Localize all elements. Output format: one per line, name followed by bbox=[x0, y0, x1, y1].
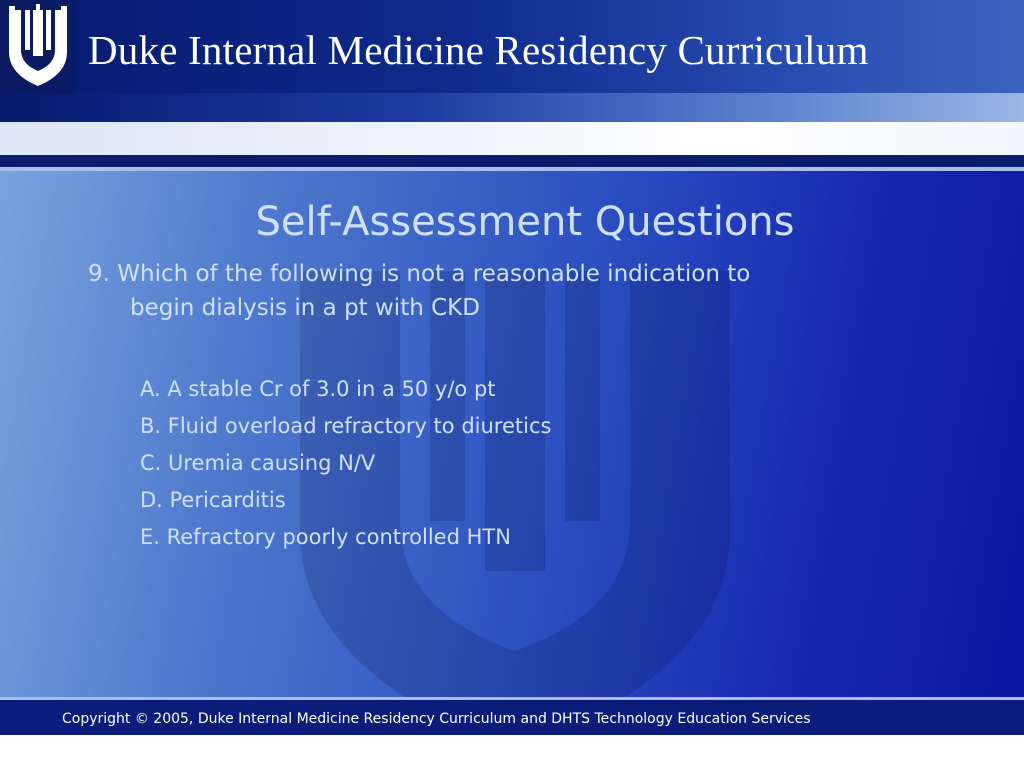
header-band bbox=[0, 0, 1024, 93]
slide-content bbox=[0, 171, 1024, 699]
footer bbox=[0, 700, 1024, 735]
question-text bbox=[88, 257, 948, 325]
header-stripe-light bbox=[0, 122, 1024, 155]
answer-options bbox=[140, 371, 840, 556]
answer-option-e: E. Refractory poorly controlled HTN bbox=[140, 525, 511, 549]
question-line-1: 9. Which of the following is not a reasonable indication to bbox=[88, 261, 751, 287]
duke-logo bbox=[0, 0, 74, 93]
copyright-text: Copyright © 2005, Duke Internal Medicine Residency Curriculum and DHTS Technology Education Services bbox=[62, 711, 811, 727]
answer-option-c: C. Uremia causing N/V bbox=[140, 451, 376, 475]
header-stripe-navy bbox=[0, 155, 1024, 167]
page-title: Duke Internal Medicine Residency Curriculum bbox=[88, 27, 869, 73]
slide-heading: Self-Assessment Questions bbox=[255, 199, 795, 245]
question-line-2: begin dialysis in a pt with CKD bbox=[130, 295, 480, 321]
duke-chapel-shield-icon bbox=[0, 0, 74, 93]
header-stripe-dark bbox=[0, 93, 1024, 122]
answer-option-a: A. A stable Cr of 3.0 in a 50 y/o pt bbox=[140, 377, 496, 401]
answer-option-d: D. Pericarditis bbox=[140, 488, 286, 512]
answer-option-b: B. Fluid overload refractory to diuretics bbox=[140, 414, 552, 438]
